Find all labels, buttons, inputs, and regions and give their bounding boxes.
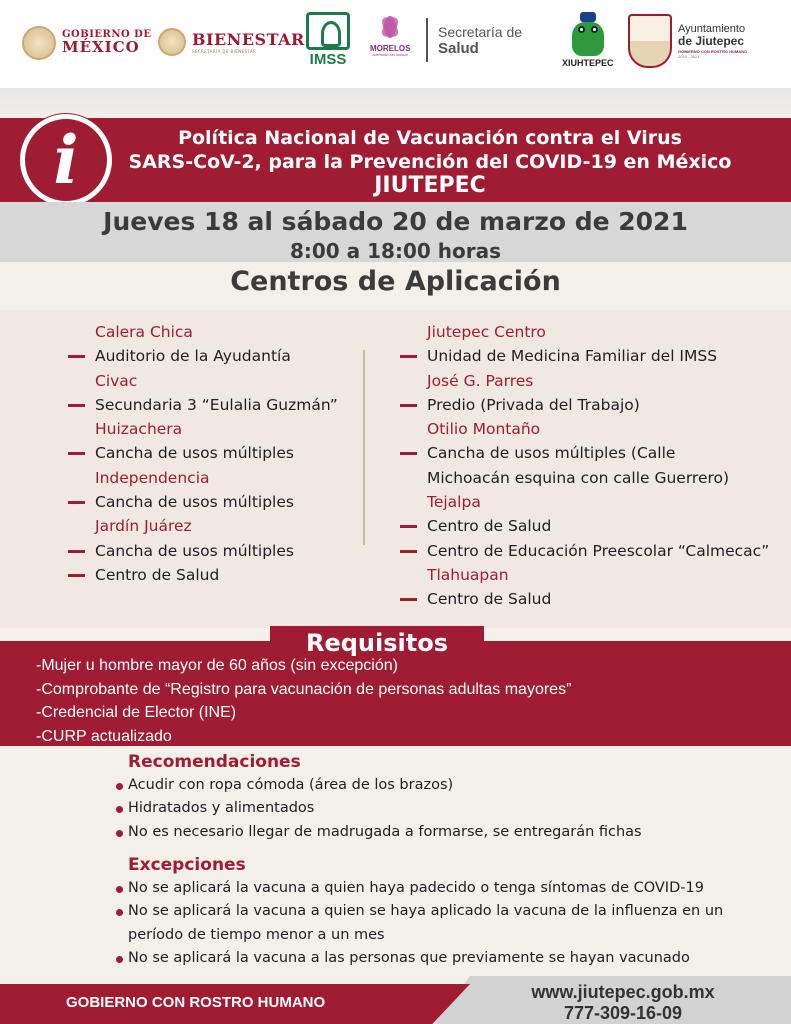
xiuhtepec-text: XIUHTEPEC <box>562 58 614 68</box>
recomendacion-item <box>116 821 756 844</box>
site-label: Cancha de usos múltiples (Calle Michoacán esquina con calle Guerrero) <box>427 444 730 487</box>
morelos-logo <box>370 10 410 57</box>
schedule-band <box>0 202 791 262</box>
ayuntamiento-line2: de Jiutepec <box>678 34 745 49</box>
xiuhtepec-logo <box>562 12 614 68</box>
footer-website[interactable]: www.jiutepec.gob.mx <box>531 982 715 1002</box>
location-name: Calera Chica <box>95 323 193 341</box>
bullet-icon <box>116 956 123 963</box>
bullet-icon <box>116 909 123 916</box>
recomendaciones-list <box>116 774 756 844</box>
site-item <box>398 441 758 490</box>
site-label: Centro de Salud <box>427 590 552 609</box>
location-name: Tlahuapan <box>427 565 509 584</box>
dash-icon <box>400 355 417 358</box>
requisitos-title: Requisitos <box>270 626 484 660</box>
site-label: Secundaria 3 “Eulalia Guzmán” <box>95 395 338 414</box>
excepcion-text: No se aplicará la vacuna a quien se haya aplicado la vacuna de la influenza en un período de tiempo menor a un mes <box>128 903 724 943</box>
bienestar-logo <box>158 28 305 56</box>
recomendaciones-title: Recomendaciones <box>128 752 301 772</box>
site-item <box>66 490 366 514</box>
requisito-item: -Mujer u hombre mayor de 60 años (sin excepción) <box>36 657 398 674</box>
site-item <box>66 393 366 417</box>
site-item <box>398 344 788 368</box>
morelos-flower-icon <box>370 10 410 44</box>
salud-line2: Salud <box>438 39 479 57</box>
title-line3: JIUTEPEC <box>374 173 486 198</box>
dash-icon <box>400 525 417 528</box>
dash-icon <box>68 501 85 504</box>
dash-icon <box>68 355 85 358</box>
bienestar-seal-icon <box>158 28 186 56</box>
site-item <box>66 539 366 563</box>
gobierno-de-mexico-logo <box>22 26 151 60</box>
schedule-dates: Jueves 18 al sábado 20 de marzo de 2021 <box>103 207 688 236</box>
location-name: Huizachera <box>95 420 183 439</box>
requisitos-list <box>36 654 571 748</box>
national-seal-icon <box>22 26 56 60</box>
requisito-item: -Credencial de Elector (INE) <box>36 704 237 721</box>
info-glyph: i <box>53 121 79 199</box>
site-item <box>398 587 788 611</box>
dash-icon <box>68 452 85 455</box>
dash-icon <box>68 404 85 407</box>
ayuntamiento-slogan: GOBIERNO CON ROSTRO HUMANO <box>678 49 748 55</box>
excepcion-text: No se aplicará la vacuna a las personas que previamente se hayan vacunado <box>128 949 690 966</box>
site-label: Unidad de Medicina Familiar del IMSS <box>427 347 718 366</box>
recomendacion-text: Acudir con ropa cómoda (área de los brazos) <box>128 777 454 793</box>
location-name: Otilio Montaño <box>427 420 541 439</box>
site-item <box>398 539 788 563</box>
ayuntamiento-years: 2019 - 2021 <box>678 53 700 59</box>
recomendacion-text: Hidratados y alimentados <box>128 800 315 817</box>
location-name: Tejalpa <box>427 493 481 512</box>
morelos-sub: ANFITRIÓN DEL MUNDO <box>372 53 409 57</box>
site-item <box>398 393 788 417</box>
centros-title: Centros de Aplicación <box>230 266 561 297</box>
recomendacion-item <box>116 797 756 820</box>
bienestar-text: BIENESTAR <box>192 30 305 49</box>
site-label: Centro de Salud <box>95 565 220 584</box>
dash-icon <box>400 598 417 601</box>
ayuntamiento-jiutepec-logo <box>628 14 747 68</box>
logo-bar-shadow <box>0 88 791 118</box>
site-label: Centro de Educación Preescolar “Calmecac” <box>427 541 770 560</box>
dash-icon <box>400 404 417 407</box>
ayuntamiento-line1: Ayuntamiento <box>678 22 746 35</box>
gobierno-line2: MÉXICO <box>62 38 140 57</box>
site-label: Cancha de usos múltiples <box>95 541 294 560</box>
xiuhtepec-frog-icon <box>568 12 608 58</box>
imss-text: IMSS <box>309 51 347 68</box>
excepciones-title: Excepciones <box>128 855 246 875</box>
bullet-icon <box>116 886 123 893</box>
centros-right-column <box>398 320 788 612</box>
excepciones-list <box>116 877 736 970</box>
excepcion-item <box>116 947 736 970</box>
excepcion-item <box>116 877 736 900</box>
excepcion-item <box>116 900 736 947</box>
location-name: Jiutepec Centro <box>427 323 546 341</box>
morelos-text: MORELOS <box>370 44 411 53</box>
site-label: Predio (Privada del Trabajo) <box>427 395 640 414</box>
salud-line1: Secretaría de <box>438 23 523 40</box>
site-label: Auditorio de la Ayudantía <box>95 347 291 366</box>
page-title <box>120 126 740 198</box>
centros-left-column <box>66 320 366 587</box>
location-name: José G. Parres <box>427 371 534 390</box>
footer-contact <box>508 982 738 1024</box>
recomendacion-item <box>116 774 756 797</box>
imss-logo <box>306 12 350 68</box>
footer-phone: 777-309-16-09 <box>563 1003 683 1023</box>
recomendacion-text: No es necesario llegar de madrugada a formarse, se entregarán fichas <box>128 823 642 840</box>
site-label: Cancha de usos múltiples <box>95 493 294 512</box>
excepcion-text: No se aplicará la vacuna a quien haya padecido o tenga síntomas de COVID-19 <box>128 880 704 896</box>
jiutepec-shield-icon <box>628 14 672 68</box>
title-line1: Política Nacional de Vacunación contra el Virus <box>178 127 682 149</box>
footer-slogan: GOBIERNO CON ROSTRO HUMANO <box>66 994 326 1011</box>
schedule-hours: 8:00 a 18:00 horas <box>289 239 502 263</box>
location-name: Independencia <box>95 468 210 487</box>
requisito-item: -CURP actualizado <box>36 727 172 745</box>
location-name: Jardín Juárez <box>95 517 192 536</box>
bullet-icon <box>116 783 123 790</box>
dash-icon <box>68 550 85 553</box>
site-item <box>66 344 366 368</box>
requisito-item: -Comprobante de “Registro para vacunación de personas adultas mayores” <box>36 680 572 698</box>
site-item <box>66 563 366 587</box>
site-label: Centro de Salud <box>427 517 552 536</box>
info-icon <box>20 114 112 206</box>
title-line2: SARS-CoV-2, para la Prevención del COVID-19 en México <box>128 151 732 173</box>
dash-icon <box>400 452 417 455</box>
bienestar-sub: SECRETARÍA DE BIENESTAR <box>192 49 257 54</box>
gobierno-line1: GOBIERNO DE <box>62 28 152 40</box>
location-name: Civac <box>95 371 138 390</box>
site-item <box>66 441 366 465</box>
secretaria-salud-logo <box>426 18 522 62</box>
site-label: Cancha de usos múltiples <box>95 444 294 463</box>
bullet-icon <box>116 806 123 813</box>
imss-emblem-icon <box>306 12 350 50</box>
dash-icon <box>400 550 417 553</box>
dash-icon <box>68 574 85 577</box>
bullet-icon <box>116 830 123 837</box>
site-item <box>398 514 788 538</box>
